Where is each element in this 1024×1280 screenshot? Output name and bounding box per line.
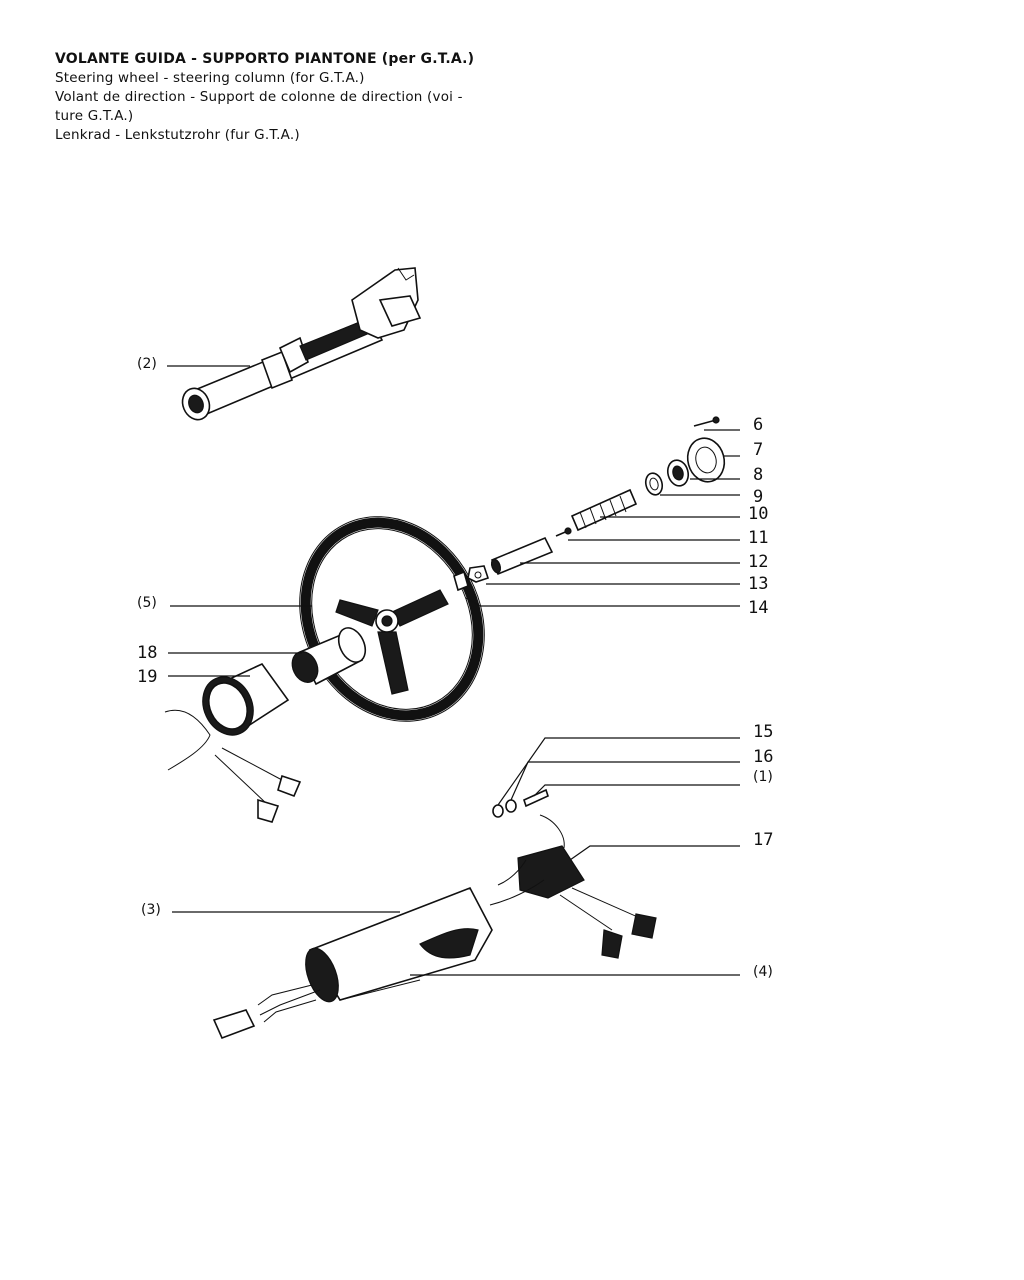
bearing-ring-8 xyxy=(665,458,691,488)
steering-column-shroud xyxy=(299,888,492,1006)
callout-13: 13 xyxy=(748,574,769,594)
title-english: Steering wheel - steering column (for G.T.A.) xyxy=(55,70,365,86)
nut-13 xyxy=(468,566,488,582)
shaft-12 xyxy=(490,538,552,574)
title-german: Lenkrad - Lenkstutzrohr (fur G.T.A.) xyxy=(55,127,300,143)
callout-17: 17 xyxy=(753,830,774,850)
ring-9 xyxy=(643,471,664,496)
pin-11 xyxy=(556,528,571,536)
title-french-2: ture G.T.A.) xyxy=(55,108,134,124)
callout-11: 11 xyxy=(748,528,769,548)
washer-16 xyxy=(506,800,516,812)
callout-1: (1) xyxy=(753,769,773,785)
callout-8: 8 xyxy=(753,465,764,485)
callout-14: 14 xyxy=(748,598,769,618)
bolt-1 xyxy=(524,790,548,806)
callout-19: 19 xyxy=(137,667,158,687)
callout-16: 16 xyxy=(753,747,774,767)
callout-5: (5) xyxy=(137,595,157,611)
steering-column-support xyxy=(178,268,420,424)
callout-10: 10 xyxy=(748,504,769,524)
callout-12: 12 xyxy=(748,552,769,572)
callout-6: 6 xyxy=(753,415,764,435)
callout-7: 7 xyxy=(753,440,764,460)
callout-18: 18 xyxy=(137,643,158,663)
nut-15 xyxy=(493,805,503,817)
callout-2: (2) xyxy=(137,356,157,372)
callout-4: (4) xyxy=(753,964,773,980)
title-french-1: Volant de direction - Support de colonne de direction (voi - xyxy=(55,89,463,105)
cover-plate-7 xyxy=(683,434,729,486)
spring-10 xyxy=(572,490,636,530)
combination-switch-17 xyxy=(490,815,656,958)
callout-3: (3) xyxy=(141,902,161,918)
wiring-harness xyxy=(214,985,320,1038)
screw-6 xyxy=(694,417,719,426)
callout-9: 9 xyxy=(753,487,764,507)
title-italian: VOLANTE GUIDA - SUPPORTO PIANTONE (per G.T.A.) xyxy=(55,51,475,67)
callout-15: 15 xyxy=(753,722,774,742)
steering-wheel xyxy=(265,484,520,754)
